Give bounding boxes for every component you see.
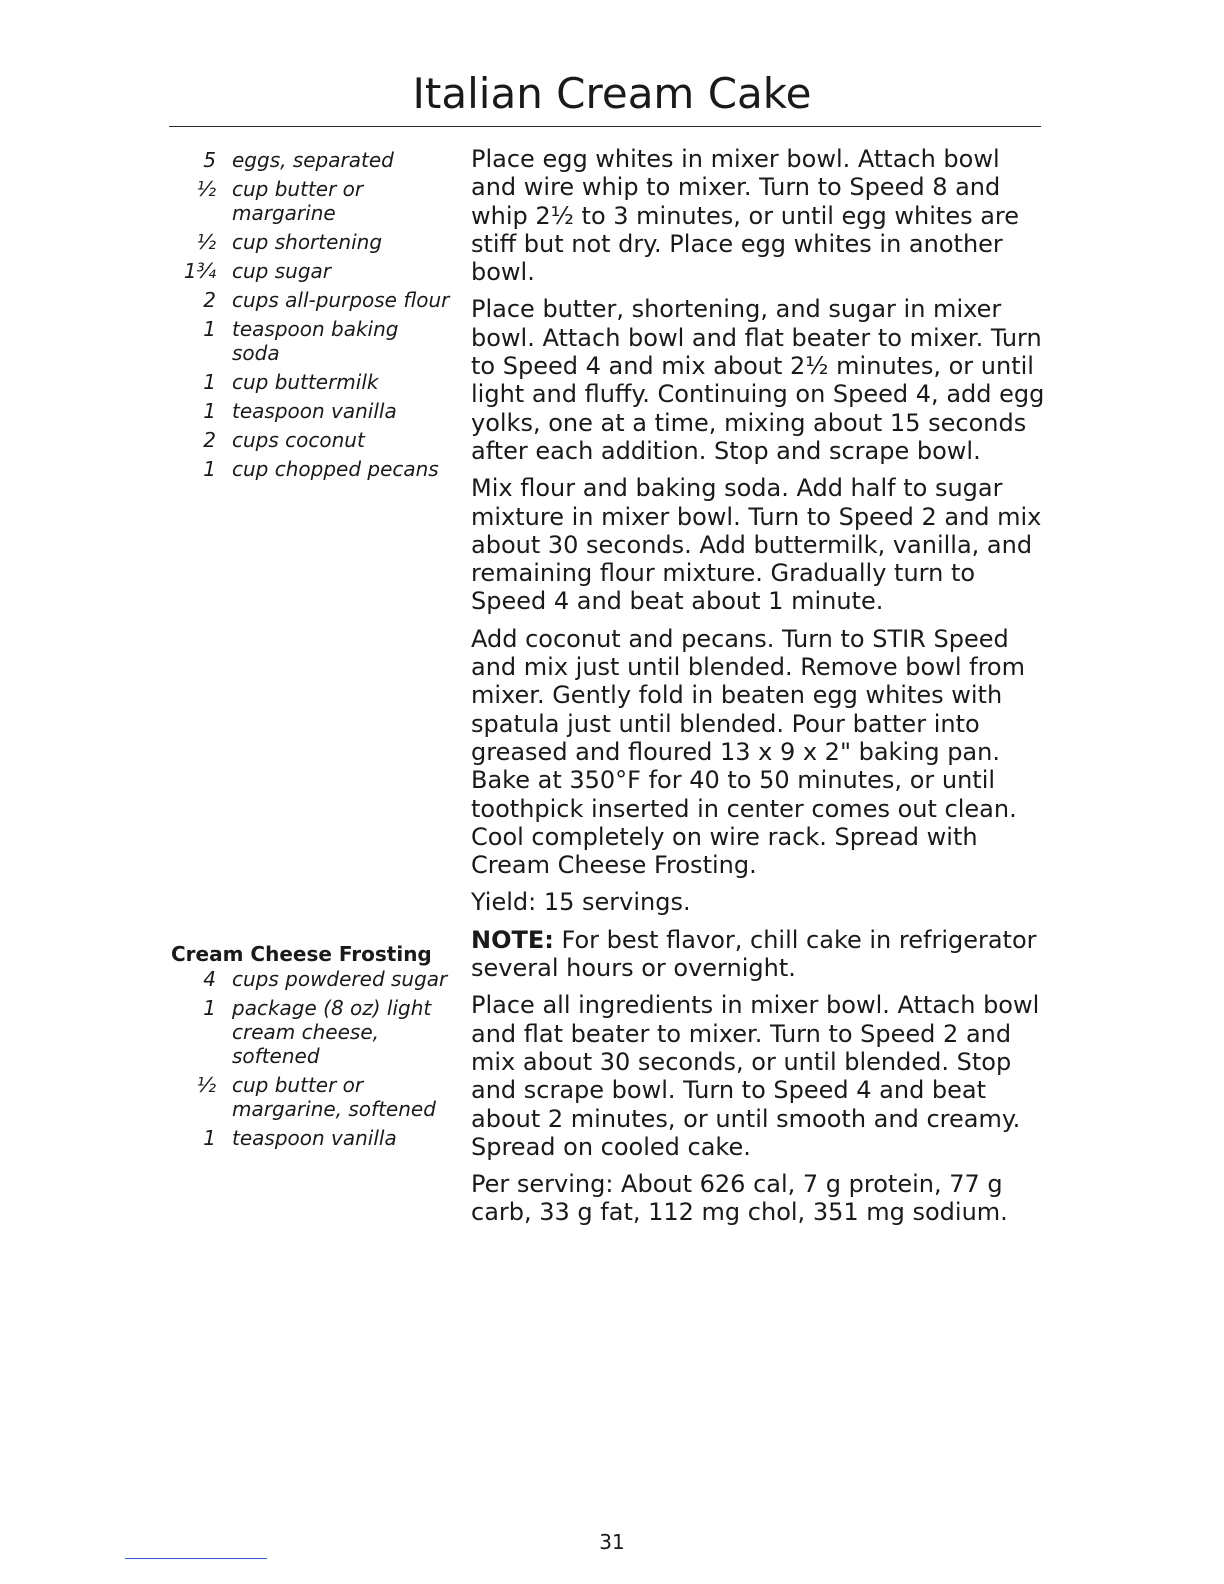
- ingredient-text: cup shortening: [232, 230, 383, 254]
- ingredient-text: cup butter or margarine: [232, 177, 364, 225]
- ingredient-qty: ½: [196, 177, 216, 201]
- ingredient-text: cup chopped pecans: [232, 457, 439, 481]
- ingredient-text: cups powdered sugar: [232, 967, 448, 991]
- ingredient-item: [160, 1126, 450, 1150]
- note-label: NOTE:: [471, 925, 554, 954]
- ingredient-text: cups all-purpose flour: [232, 288, 450, 312]
- instruction-step: Place egg whites in mixer bowl. Attach bowl and wire whip to mixer. Turn to Speed 8 and whip 2½ to 3 minutes, or until egg whites are stiff but not dry. Place egg whites in another bowl.: [471, 145, 1020, 287]
- ingredient-item: [160, 148, 450, 172]
- frosting-instructions: Place all ingredients in mixer bowl. Attach bowl and flat beater to mixer. Turn to Speed 2 and mix about 30 seconds, or until blended. Stop and scrape bowl. Turn to Speed 4 and beat about 2 minutes, or until smooth and creamy. Spread on cooled cake.: [471, 991, 1040, 1161]
- yield-text: Yield: 15 servings.: [471, 888, 691, 917]
- ingredient-item: [160, 259, 450, 283]
- ingredient-qty: 1: [203, 370, 216, 394]
- instructions: [471, 145, 1051, 1236]
- ingredient-qty: 1: [203, 457, 216, 481]
- ingredient-item: [160, 317, 450, 365]
- ingredient-text: teaspoon vanilla: [232, 399, 397, 423]
- ingredient-qty: 1: [203, 996, 216, 1020]
- instruction-step: Add coconut and pecans. Turn to STIR Speed and mix just until blended. Remove bowl from mixer. Gently fold in beaten egg whites with spatula just until blended. Pour batter into greased and floured 13 x 9 x 2" baking pan. Bake at 350°F for 40 to 50 minutes, or until toothpick inserted in center comes out clean. Cool completely on wire rack. Spread with Cream Cheese Frosting.: [471, 624, 1025, 880]
- ingredient-qty: ½: [196, 1073, 216, 1097]
- nutrition-info: Per serving: About 626 cal, 7 g protein, 77 g carb, 33 g fat, 112 mg chol, 351 mg sodium.: [471, 1170, 1008, 1227]
- ingredient-qty: 2: [203, 288, 216, 312]
- ingredient-item: [160, 996, 450, 1068]
- ingredient-item: [160, 428, 450, 452]
- frosting-heading: Cream Cheese Frosting: [171, 942, 432, 966]
- ingredient-item: [160, 967, 450, 991]
- ingredient-list: [160, 148, 450, 486]
- ingredient-item: [160, 177, 450, 225]
- title-divider: [169, 126, 1041, 127]
- ingredient-qty: 1¾: [183, 259, 216, 283]
- ingredient-text: cups coconut: [232, 428, 365, 452]
- ingredient-item: [160, 288, 450, 312]
- instruction-step: Place butter, shortening, and sugar in mixer bowl. Attach bowl and flat beater to mixer. Turn to Speed 4 and mix about 2½ minutes, or until light and fluffy. Continuing on Speed 4, add egg yolks, one at a time, mixing about 15 seconds after each addition. Stop and scrape bowl.: [471, 295, 1045, 465]
- ingredient-item: [160, 370, 450, 394]
- footer-link-line: [125, 1558, 267, 1559]
- ingredient-qty: 2: [203, 428, 216, 452]
- ingredient-item: [160, 1073, 450, 1121]
- ingredient-item: [160, 399, 450, 423]
- ingredient-qty: 5: [203, 148, 216, 172]
- frosting-ingredient-list: [160, 967, 450, 1155]
- ingredient-qty: 1: [203, 399, 216, 423]
- ingredient-qty: 1: [203, 317, 216, 341]
- ingredient-item: [160, 230, 450, 254]
- ingredient-qty: 4: [203, 967, 216, 991]
- ingredient-text: package (8 oz) light cream cheese, softened: [232, 996, 432, 1068]
- ingredient-text: teaspoon vanilla: [232, 1126, 397, 1150]
- note-text: For best flavor, chill cake in refrigerator several hours or overnight.: [471, 925, 1037, 983]
- ingredient-item: [160, 457, 450, 481]
- instruction-step: Mix flour and baking soda. Add half to sugar mixture in mixer bowl. Turn to Speed 2 and mix about 30 seconds. Add buttermilk, vanilla, and remaining flour mixture. Gradually turn to Speed 4 and beat about 1 minute.: [471, 474, 1042, 616]
- ingredient-text: cup sugar: [232, 259, 331, 283]
- ingredient-text: cup buttermilk: [232, 370, 379, 394]
- ingredient-qty: ½: [196, 230, 216, 254]
- page-number: 31: [599, 1530, 625, 1554]
- page-title: Italian Cream Cake: [412, 69, 812, 118]
- ingredient-text: cup butter or margarine, softened: [232, 1073, 436, 1121]
- note: [471, 926, 1051, 983]
- ingredient-qty: 1: [203, 1126, 216, 1150]
- ingredient-text: teaspoon baking soda: [232, 317, 399, 365]
- ingredient-text: eggs, separated: [232, 148, 394, 172]
